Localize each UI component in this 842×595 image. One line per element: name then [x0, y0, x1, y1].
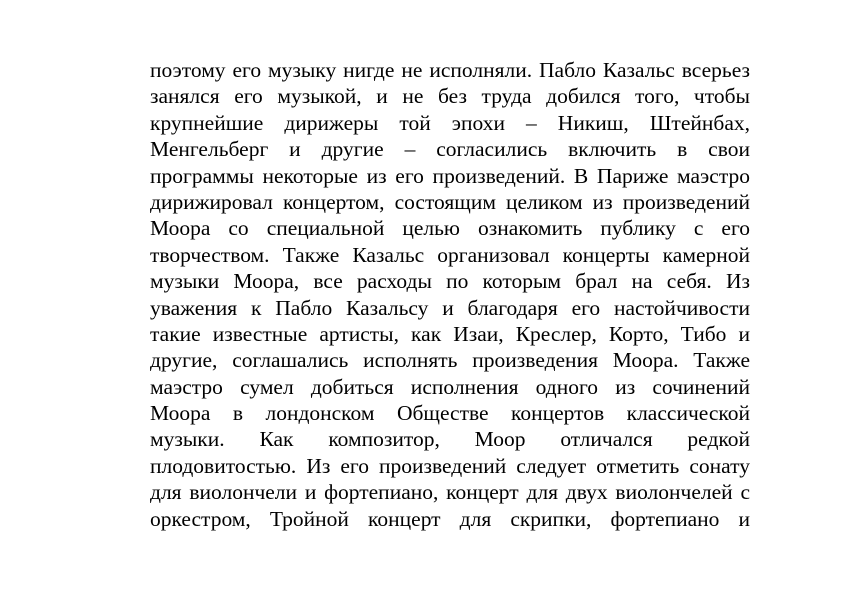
text-line: музыки Моора, все расходы по которым брал на себя. Из	[150, 269, 750, 294]
text-line: такие известные артисты, как Изаи, Креслер, Корто, Тибо и	[150, 321, 750, 346]
text-line: Моора со специальной целью ознакомить публику с его	[150, 216, 750, 241]
text-line: дирижировал концертом, состоящим целиком из произведений	[150, 189, 750, 214]
text-line: Менгельберг и другие – согласились включить в свои	[150, 137, 750, 162]
body-text	[150, 57, 750, 532]
text-line: Моора в лондонском Обществе концертов классической	[150, 401, 750, 426]
text-line: уважения к Пабло Казальсу и благодаря его настойчивости	[150, 295, 750, 320]
text-line: крупнейшие дирижеры той эпохи – Никиш, Штейнбах,	[150, 110, 750, 135]
text-line: для виолончели и фортепиано, концерт для двух виолончелей с	[150, 480, 750, 505]
text-line: занялся его музыкой, и не без труда добился того, чтобы	[150, 84, 750, 109]
text-line: оркестром, Тройной концерт для скрипки, фортепиано и	[150, 506, 750, 531]
text-line: другие, соглашались исполнять произведения Моора. Также	[150, 348, 750, 373]
text-line: программы некоторые из его произведений. В Париже маэстро	[150, 163, 750, 188]
text-line: маэстро сумел добиться исполнения одного из сочинений	[150, 374, 750, 399]
text-line: творчеством. Также Казальс организовал концерты камерной	[150, 242, 750, 267]
text-line: поэтому его музыку нигде не исполняли. Пабло Казальс всерьез	[150, 58, 750, 82]
text-line: музыки. Как композитор, Моор отличался редкой	[150, 427, 750, 452]
text-line: плодовитостью. Из его произведений следует отметить сонату	[150, 453, 750, 478]
